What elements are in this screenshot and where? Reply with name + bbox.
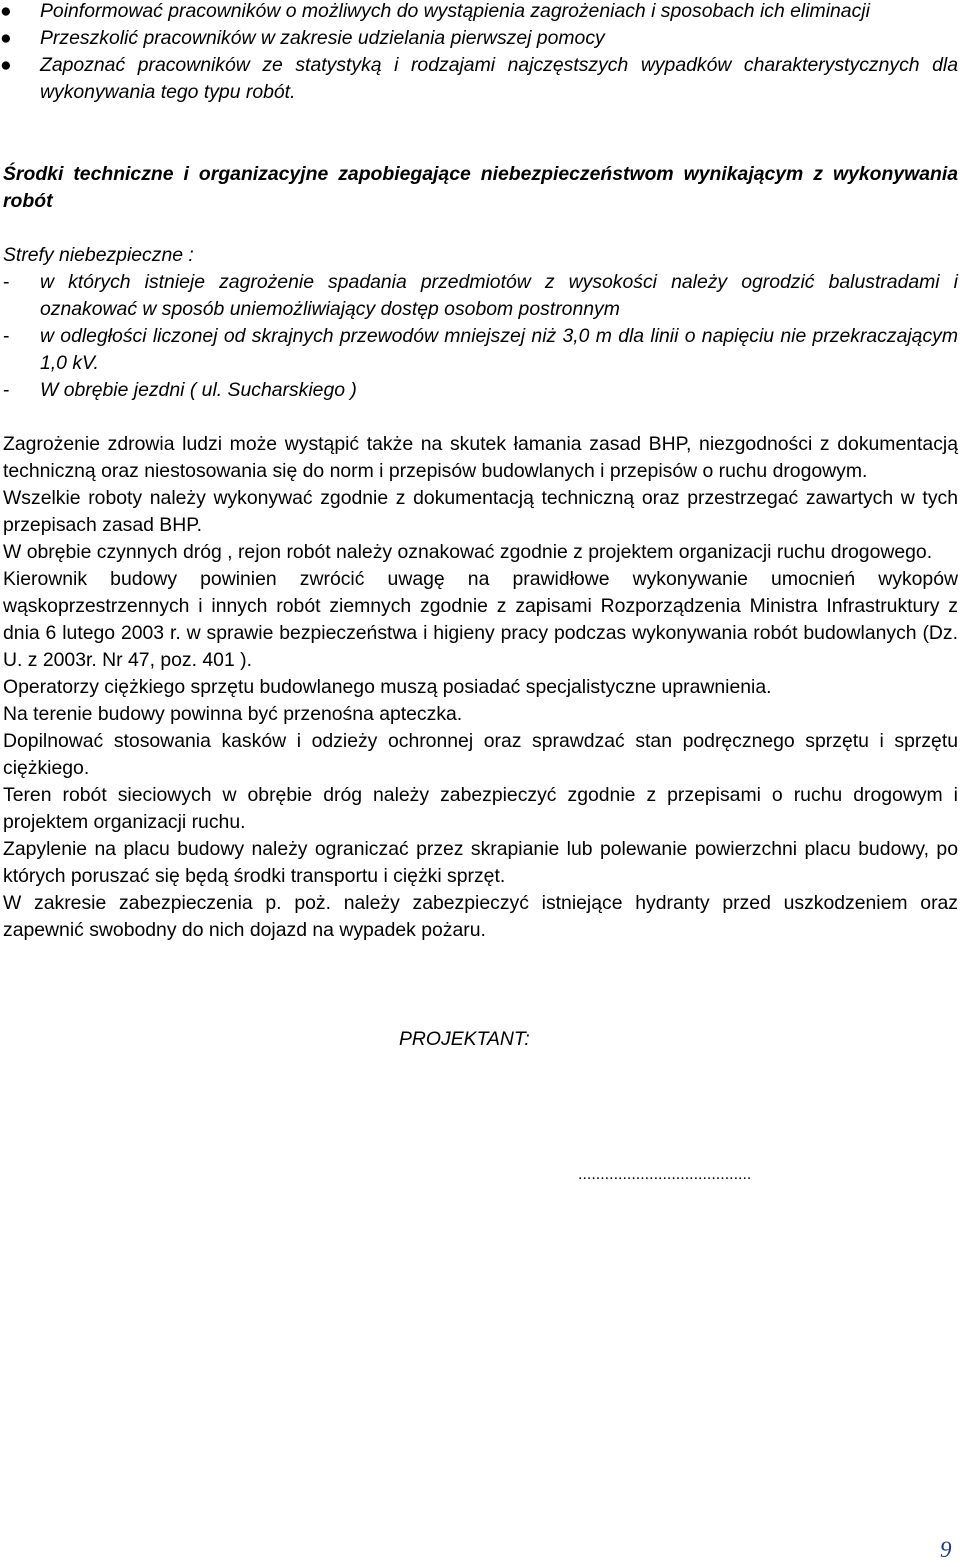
paragraph: Wszelkie roboty należy wykonywać zgodnie z dokumentacją techniczną oraz przestrzegać zawartych w tych przepisach zasad BHP. — [3, 487, 958, 536]
paragraph: Operatorzy ciężkiego sprzętu budowlanego muszą posiadać specjalistyczne uprawnienia. — [3, 676, 772, 698]
bullet-icon: ● — [0, 0, 12, 22]
bullet-icon: ● — [0, 27, 12, 49]
list-item-text: w których istnieje zagrożenie spadania przedmiotów z wysokości należy ogrodzić balustradami i oznakować w sposób uniemożliwiający dostęp osobom postronnym — [40, 271, 958, 320]
signature-line: ....................................... — [578, 1166, 752, 1183]
list-item — [0, 0, 958, 25]
body-text — [3, 431, 958, 944]
list-item-text: w odległości liczonej od skrajnych przewodów mniejszej niż 3,0 m dla linii o napięciu nie przekraczającym 1,0 kV. — [40, 325, 958, 374]
list-item — [0, 52, 958, 106]
paragraph: Zapylenie na placu budowy należy ograniczać przez skrapianie lub polewanie powierzchni placu budowy, po których poruszać się będą środki transportu i ciężki sprzęt. — [3, 838, 958, 887]
page-number: 9 — [940, 1537, 952, 1562]
paragraph: Na terenie budowy powinna być przenośna apteczka. — [3, 703, 463, 725]
list-item — [3, 377, 958, 404]
paragraph: Kierownik budowy powinien zwrócić uwagę na prawidłowe wykonywanie umocnień wykopów wąskoprzestrzennych i innych robót ziemnych zgodnie z zapisami Rozporządzenia Ministra Infrastruktury z dnia 6 lutego 2003 r. w sprawie bezpieczeństwa i higieny pracy podczas wykonywania robót budowlanych (Dz. U. z 2003r. Nr 47, poz. 401 ). — [3, 568, 958, 671]
list-item — [3, 269, 958, 323]
paragraph: W obrębie czynnych dróg , rejon robót należy oznakować zgodnie z projektem organizacji ruchu drogowego. — [3, 541, 933, 563]
bullet-list — [0, 0, 958, 106]
list-item-text: Zapoznać pracowników ze statystyką i rodzajami najczęstszych wypadków charakterystycznych dla wykonywania tego typu robót. — [40, 54, 958, 103]
danger-zones-list — [3, 269, 958, 404]
paragraph: Zagrożenie zdrowia ludzi może wystąpić także na skutek łamania zasad BHP, niezgodności z dokumentacją techniczną oraz niestosowania się do norm i przepisów budowlanych i przepisów o ruchu drogowym. — [3, 433, 958, 482]
list-item — [3, 323, 958, 377]
dash-marker: - — [3, 271, 10, 293]
paragraph: W zakresie zabezpieczenia p. poż. należy zabezpieczyć istniejące hydranty przed uszkodzeniem oraz zapewnić swobodny do nich dojazd na wypadek pożaru. — [3, 892, 958, 941]
section-heading: Środki techniczne i organizacyjne zapobiegające niebezpieczeństwom wynikającym z wykonywania robót — [3, 163, 958, 212]
zones-title: Strefy niebezpieczne : — [3, 244, 194, 266]
list-item-text: Poinformować pracowników o możliwych do wystąpienia zagrożeniach i sposobach ich eliminacji — [40, 0, 870, 22]
list-item-text: W obrębie jezdni ( ul. Sucharskiego ) — [40, 379, 357, 401]
signature-label: PROJEKTANT: — [399, 1028, 530, 1050]
dash-marker: - — [3, 325, 10, 347]
bullet-icon: ● — [0, 54, 12, 76]
paragraph: Teren robót sieciowych w obrębie dróg należy zabezpieczyć zgodnie z przepisami o ruchu drogowym i projektem organizacji ruchu. — [3, 784, 958, 833]
dash-marker: - — [3, 379, 10, 401]
list-item — [0, 25, 958, 52]
paragraph: Dopilnować stosowania kasków i odzieży ochronnej oraz sprawdzać stan podręcznego sprzętu i sprzętu ciężkiego. — [3, 730, 958, 779]
list-item-text: Przeszkolić pracowników w zakresie udzielania pierwszej pomocy — [40, 27, 605, 49]
